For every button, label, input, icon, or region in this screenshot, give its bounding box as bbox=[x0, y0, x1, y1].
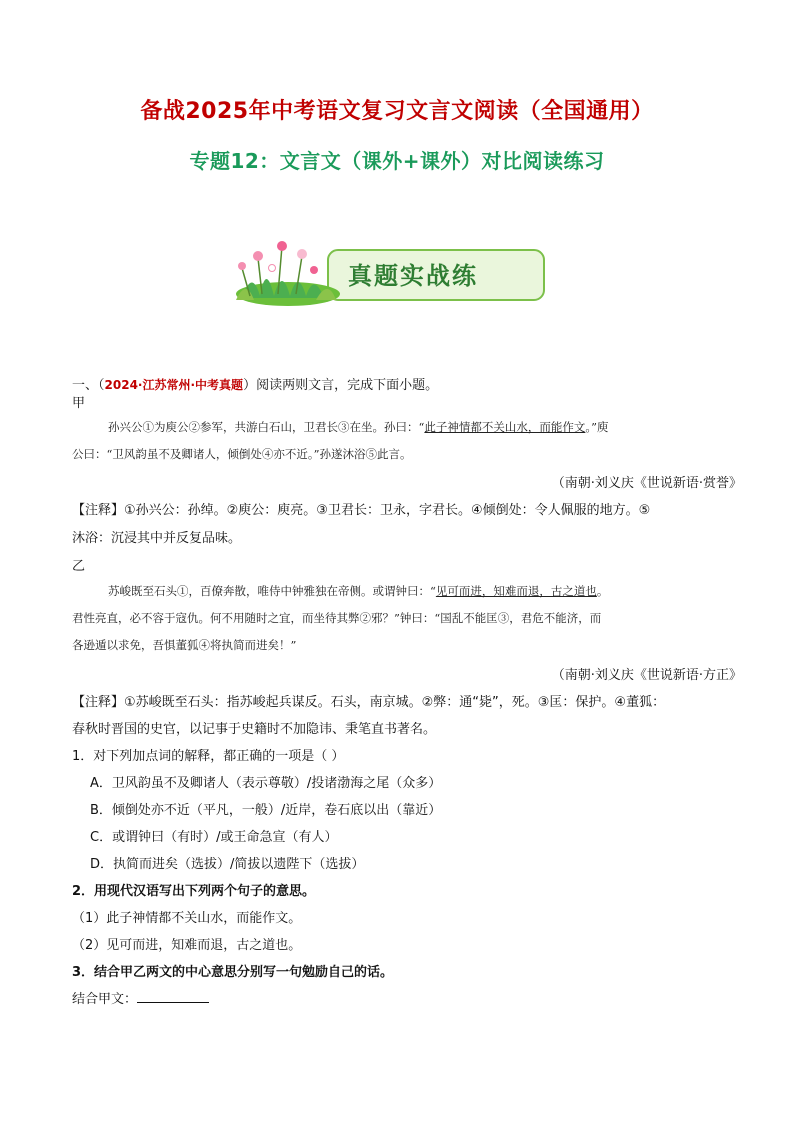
page-title: 备战2025年中考语文复习文言文阅读（全国通用） bbox=[140, 99, 654, 124]
passage-yi-source: （南朝·刘义庆《世说新语·方正》 bbox=[551, 668, 742, 683]
passage-jia-note: 【注释】①孙兴公：孙绰。②庾公：庾亮。③卫君长：卫永，字君长。④倾倒处：令人佩服的地方。⑤ bbox=[72, 503, 651, 518]
exam-source: 2024·江苏常州·中考真题 bbox=[104, 378, 244, 392]
passage-jia-line: 孙兴公①为庾公②参军，共游白石山，卫君长③在坐。孙曰：“此子神情都不关山水，而能作文。”庾 bbox=[108, 420, 609, 434]
passage-yi-line: 苏峻既至石头①，百僚奔散，唯侍中钟雅独在帝侧。或谓钟曰：“见可而进，知难而退，古之道也。 bbox=[108, 584, 609, 598]
passage-jia-note: 沐浴：沉浸其中并反复品味。 bbox=[72, 531, 242, 546]
option-b: B．倾倒处亦不近（平凡，一般）/近岸，卷石底以出（靠近） bbox=[90, 803, 442, 818]
option-a: A．卫风韵虽不及卿诸人（表示尊敬）/投诸渤海之尾（众多） bbox=[90, 776, 442, 791]
question-2-item: （1）此子神情都不关山水，而能作文。 bbox=[72, 911, 302, 926]
passage-yi-line: 各逊遁以求免，吾惧董狐④将执简而进矣！” bbox=[72, 638, 297, 652]
question-2: 2．用现代汉语写出下列两个句子的意思。 bbox=[72, 884, 316, 899]
question-3: 3．结合甲乙两文的中心意思分别写一句勉励自己的话。 bbox=[72, 965, 394, 980]
question-3-answer-prompt: 结合甲文： bbox=[72, 988, 209, 1007]
page-subtitle: 专题12：文言文（课外+课外）对比阅读练习 bbox=[189, 149, 605, 173]
passage-yi-note: 【注释】①苏峻既至石头：指苏峻起兵谋反。石头，南京城。②弊：通“毙”，死。③匡：保护。④董狐： bbox=[72, 695, 666, 710]
answer-blank[interactable] bbox=[137, 990, 209, 1003]
question-1: 1．对下列加点词的解释，都正确的一项是（ ） bbox=[72, 749, 345, 764]
passage-jia-source: （南朝·刘义庆《世说新语·赏誉》 bbox=[551, 476, 742, 491]
passage-yi-label: 乙 bbox=[72, 559, 86, 574]
option-c: C．或谓钟曰（有时）/或王命急宣（有人） bbox=[90, 830, 338, 845]
question-1-header: 一、（2024·江苏常州·中考真题）阅读两则文言，完成下面小题。 bbox=[72, 378, 439, 393]
underlined-sentence: 见可而进，知难而退，古之道也 bbox=[435, 584, 597, 598]
banner-label: 真题实战练 bbox=[348, 262, 478, 290]
passage-jia-label: 甲 bbox=[72, 396, 86, 411]
underlined-sentence: 此子神情都不关山水，而能作文 bbox=[424, 420, 586, 434]
passage-jia-line: 公曰：“卫风韵虽不及卿诸人，倾倒处④亦不近。”孙遂沐浴⑤此言。 bbox=[72, 447, 412, 461]
question-2-item: （2）见可而进，知难而退，古之道也。 bbox=[72, 938, 302, 953]
option-d: D．执简而进矣（选拔）/简拔以遗陛下（选拔） bbox=[90, 857, 365, 872]
passage-yi-note: 春秋时晋国的史官，以记事于史籍时不加隐讳、秉笔直书著名。 bbox=[72, 722, 437, 737]
passage-yi-line: 君性亮直，必不容于寇仇。何不用随时之宜，而坐待其弊②邪？”钟曰：“国乱不能匡③，君危不能济，而 bbox=[72, 611, 602, 625]
